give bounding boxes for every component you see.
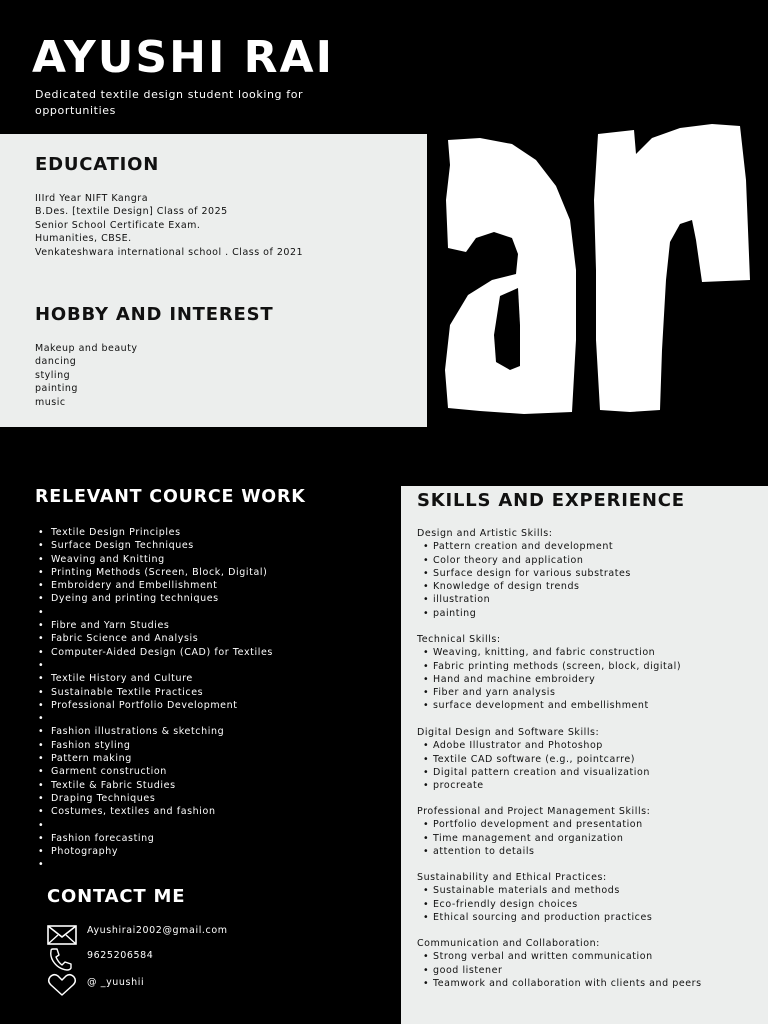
skill-item: • Eco-friendly design choices <box>417 898 762 911</box>
contact-social[interactable]: @ _yuushii <box>87 977 145 988</box>
skill-item: • procreate <box>417 779 762 792</box>
education-line: Senior School Certificate Exam. <box>35 219 201 231</box>
envelope-icon <box>46 923 78 947</box>
ar-monogram-logo <box>440 120 752 420</box>
skill-group-title: Design and Artistic Skills: <box>417 528 553 539</box>
skill-group-title: Digital Design and Software Skills: <box>417 727 600 738</box>
coursework-item: • Textile History and Culture <box>38 672 273 685</box>
coursework-item: • Embroidery and Embellishment <box>38 579 273 592</box>
hobby-heading: HOBBY AND INTEREST <box>35 304 274 325</box>
contact-heading: CONTACT ME <box>47 886 186 907</box>
skill-group-title: Professional and Project Management Skills: <box>417 806 651 817</box>
coursework-item <box>38 659 273 672</box>
skill-item: • Digital pattern creation and visualization <box>417 766 762 779</box>
skill-item: • attention to details <box>417 845 762 858</box>
coursework-item: • Fashion forecasting <box>38 832 273 845</box>
coursework-item <box>38 712 273 725</box>
hobby-item: Makeup and beauty <box>35 343 138 354</box>
skill-item: • Textile CAD software (e.g., pointcarre) <box>417 753 762 766</box>
skill-group-digital <box>417 726 762 792</box>
coursework-item: • Photography <box>38 845 273 858</box>
skill-group-professional <box>417 805 762 858</box>
skill-item: • Fiber and yarn analysis <box>417 686 762 699</box>
coursework-item: • Weaving and Knitting <box>38 553 273 566</box>
skill-item: • Surface design for various substrates <box>417 567 762 580</box>
skill-item: • illustration <box>417 593 762 606</box>
coursework-item <box>38 606 273 619</box>
skill-group-communication <box>417 937 762 990</box>
coursework-item: • Textile Design Principles <box>38 526 273 539</box>
skill-group-title: Communication and Collaboration: <box>417 938 600 949</box>
coursework-item: • Fashion illustrations & sketching <box>38 725 273 738</box>
tagline: Dedicated textile design student looking for opportunities <box>35 88 304 117</box>
coursework-item: • Professional Portfolio Development <box>38 699 273 712</box>
skill-item: • Portfolio development and presentation <box>417 818 762 831</box>
hobby-item: dancing <box>35 356 77 368</box>
skill-item: • Ethical sourcing and production practices <box>417 911 762 924</box>
skill-group-technical <box>417 633 762 713</box>
skill-item: • surface development and embellishment <box>417 699 762 712</box>
skill-item: • Color theory and application <box>417 554 762 567</box>
coursework-item <box>38 858 273 871</box>
coursework-item: • Dyeing and printing techniques <box>38 592 273 605</box>
skill-group-title: Sustainability and Ethical Practices: <box>417 872 607 883</box>
hobby-list <box>35 342 138 409</box>
skill-item: • painting <box>417 607 762 620</box>
skill-item: • Time management and organization <box>417 832 762 845</box>
education-list <box>35 192 303 259</box>
coursework-item: • Fashion styling <box>38 739 273 752</box>
education-panel <box>0 134 427 427</box>
skill-group-title: Technical Skills: <box>417 634 501 645</box>
coursework-heading: RELEVANT COURCE WORK <box>35 487 306 507</box>
skill-item: • Fabric printing methods (screen, block, digital) <box>417 660 762 673</box>
contact-email-row[interactable] <box>46 922 228 948</box>
skills-heading: SKILLS AND EXPERIENCE <box>417 490 685 511</box>
coursework-item <box>38 819 273 832</box>
resume-name: AYUSHI RAI <box>32 32 334 83</box>
coursework-item: • Garment construction <box>38 765 273 778</box>
coursework-item: • Costumes, textiles and fashion <box>38 805 273 818</box>
contact-social-row[interactable] <box>46 972 145 998</box>
skill-group-sustainability <box>417 871 762 924</box>
contact-phone[interactable]: 9625206584 <box>87 950 154 961</box>
skill-item: • Sustainable materials and methods <box>417 884 762 897</box>
hobby-item: styling <box>35 369 71 381</box>
skill-group-design <box>417 527 762 620</box>
coursework-item: • Draping Techniques <box>38 792 273 805</box>
coursework-item: • Sustainable Textile Practices <box>38 686 273 699</box>
education-line: IIIrd Year NIFT Kangra <box>35 193 149 204</box>
education-line: Humanities, CBSE. <box>35 233 132 245</box>
education-line: B.Des. [textile Design] Class of 2025 <box>35 206 228 218</box>
skill-item: • Adobe Illustrator and Photoshop <box>417 739 762 752</box>
coursework-list <box>38 526 273 872</box>
education-line: Venkateshwara international school . Class of 2021 <box>35 246 304 258</box>
skill-item: • Teamwork and collaboration with clients and peers <box>417 977 762 990</box>
coursework-item: • Fibre and Yarn Studies <box>38 619 273 632</box>
hobby-item: painting <box>35 383 78 395</box>
coursework-item: • Pattern making <box>38 752 273 765</box>
coursework-item: • Computer-Aided Design (CAD) for Textiles <box>38 646 273 659</box>
contact-email[interactable]: Ayushirai2002@gmail.com <box>87 925 228 936</box>
skills-panel <box>401 486 768 1024</box>
education-heading: EDUCATION <box>35 154 160 175</box>
skill-item: • Weaving, knitting, and fabric construction <box>417 646 762 659</box>
coursework-item: • Textile & Fabric Studies <box>38 779 273 792</box>
coursework-item: • Fabric Science and Analysis <box>38 632 273 645</box>
hobby-item: music <box>35 396 66 408</box>
skill-item: • Strong verbal and written communication <box>417 950 762 963</box>
heart-icon <box>46 973 78 997</box>
skill-item: • Knowledge of design trends <box>417 580 762 593</box>
coursework-item: • Surface Design Techniques <box>38 539 273 552</box>
phone-icon <box>46 947 78 971</box>
skill-item: • Hand and machine embroidery <box>417 673 762 686</box>
contact-phone-row[interactable] <box>46 946 154 972</box>
coursework-item: • Printing Methods (Screen, Block, Digital) <box>38 566 273 579</box>
skill-item: • Pattern creation and development <box>417 540 762 553</box>
skill-item: • good listener <box>417 964 762 977</box>
